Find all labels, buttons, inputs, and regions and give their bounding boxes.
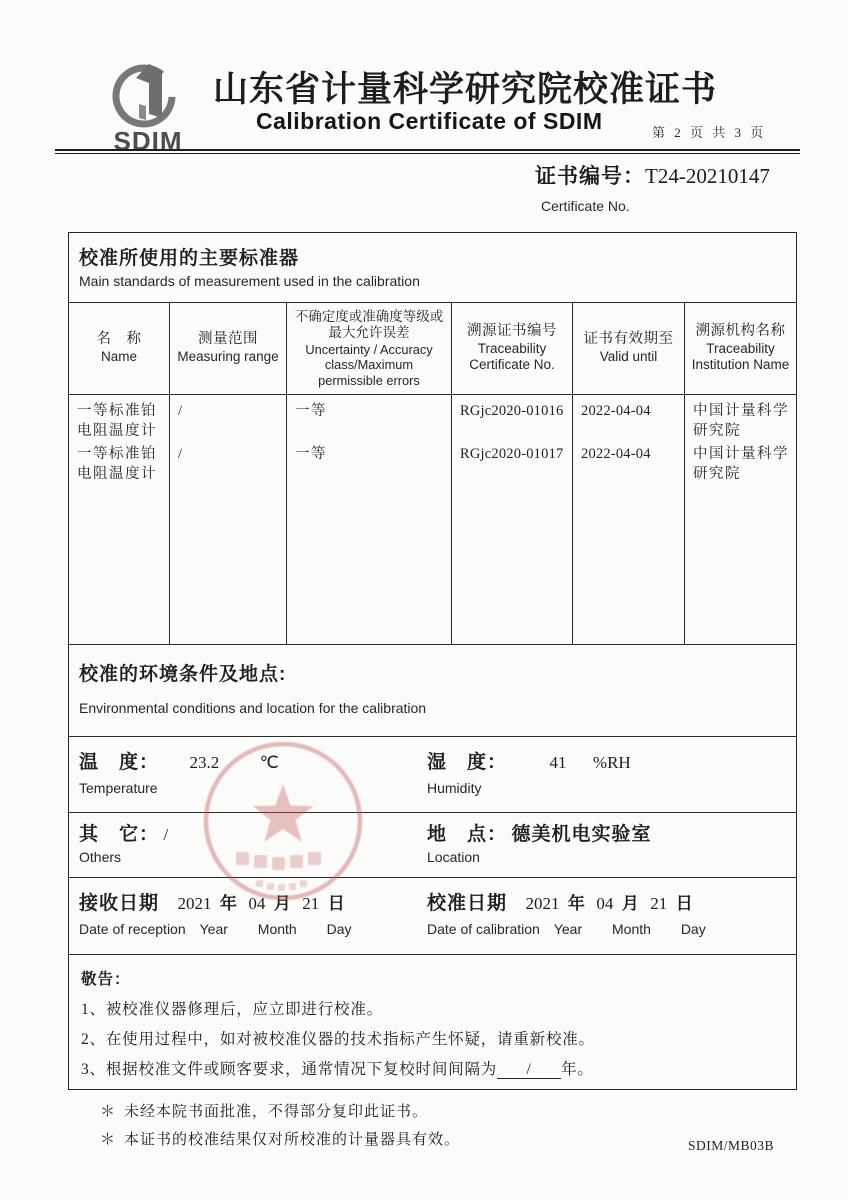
reception-date-label-en	[79, 921, 417, 937]
calibration-date-label-zh: 校准日期	[427, 893, 508, 914]
temperature-value: 23.2	[189, 753, 220, 772]
humidity-field	[417, 737, 798, 812]
body-col-name	[69, 395, 170, 644]
calibration-date-field	[417, 878, 798, 954]
col-header-name-en: Name	[100, 349, 137, 365]
row1-uncertainty: 一等	[295, 403, 327, 419]
col-header-name	[69, 303, 170, 395]
temperature-unit: ℃	[259, 753, 279, 772]
certificate-number-label-zh: 证书编号：	[535, 165, 645, 188]
col-header-institution-en: Traceability Institution Name	[691, 340, 790, 373]
col-header-uncertainty-zh: 不确定度或准确度等级或最大允许误差	[294, 308, 444, 341]
notice-item-3-blank: /	[497, 1062, 561, 1079]
environment-title-en: Environmental conditions and location for the calibration	[79, 700, 427, 716]
notice-title: 敬告：	[81, 971, 131, 988]
col-header-institution	[685, 303, 796, 395]
row2-uncertainty: 一等	[295, 446, 327, 462]
row2-cert-no: RGjc2020-01017	[460, 446, 564, 462]
footer-star-2: ＊	[100, 1132, 117, 1148]
certificate-title-en: Calibration Certificate of SDIM	[256, 108, 603, 134]
col-header-name-zh: 名 称	[96, 331, 142, 348]
col-header-traceability-no-zh: 溯源证书编号	[467, 323, 557, 340]
sdim-logo-icon	[92, 58, 204, 162]
notice-section	[69, 954, 796, 1089]
header-double-rule	[55, 149, 800, 154]
col-header-range-zh: 测量范围	[198, 331, 258, 348]
reception-day-char: 日	[327, 894, 346, 913]
row1-range: /	[178, 403, 183, 419]
others-field	[69, 813, 417, 877]
standards-section-header	[69, 233, 796, 302]
location-label-en: Location	[427, 849, 480, 865]
certificate-number-label-en: Certificate No.	[541, 198, 630, 214]
svg-text:SDIM: SDIM	[113, 126, 183, 156]
footer-star-1: ＊	[100, 1104, 117, 1120]
calibration-day-char: 日	[675, 894, 694, 913]
col-header-uncertainty-en: Uncertainty / Accuracy class/Maximum permissible errors	[305, 341, 433, 388]
humidity-label-zh: 湿 度：	[427, 752, 508, 773]
certificate-number-value: T24-20210147	[645, 164, 770, 188]
col-header-range-en: Measuring range	[177, 349, 279, 365]
row2-institution: 中国计量科学研究院	[693, 446, 789, 482]
standards-title-en: Main standards of measurement used in the calibration	[79, 273, 420, 289]
col-header-traceability-no-en: Traceability Certificate No.	[469, 340, 555, 373]
calibration-year: 2021	[525, 894, 560, 913]
calibration-month: 04	[596, 894, 614, 913]
body-col-uncertainty	[287, 395, 452, 644]
humidity-unit: %RH	[592, 753, 631, 772]
col-header-uncertainty	[287, 303, 452, 395]
form-number: SDIM/MB03B	[688, 1138, 775, 1153]
notice-item-3-suffix: 年。	[561, 1061, 594, 1078]
col-header-valid-until	[573, 303, 685, 395]
certificate-body-box	[68, 232, 797, 1090]
col-header-valid-until-en: Valid until	[599, 349, 658, 365]
location-value: 德美机电实验室	[511, 824, 652, 845]
row1-cert-no: RGjc2020-01016	[460, 403, 564, 419]
reception-date-label-zh: 接收日期	[79, 893, 160, 914]
reception-date-units-en: Year Month Day	[199, 921, 352, 937]
col-header-institution-zh: 溯源机构名称	[695, 323, 786, 340]
environment-title-zh: 校准的环境条件及地点:	[79, 664, 287, 685]
location-label-zh: 地 点：	[427, 824, 508, 845]
calibration-month-char: 月	[621, 894, 640, 913]
reception-year-char: 年	[219, 894, 238, 913]
footer-note-1	[100, 1100, 800, 1121]
notice-item-3	[81, 1057, 796, 1079]
row1-valid-until: 2022-04-04	[581, 403, 651, 419]
others-location-row	[69, 812, 796, 877]
notice-item-1: 1、被校准仪器修理后，应立即进行校准。	[81, 1001, 383, 1018]
reception-day: 21	[302, 894, 320, 913]
calibration-day: 21	[650, 894, 668, 913]
others-value: /	[163, 825, 169, 844]
reception-month-char: 月	[273, 894, 292, 913]
humidity-label-en: Humidity	[427, 780, 482, 796]
col-header-range	[170, 303, 287, 395]
reception-year: 2021	[177, 894, 212, 913]
temperature-humidity-row	[69, 736, 796, 812]
temperature-field	[69, 737, 417, 812]
notice-item-2: 2、在使用过程中，如对被校准仪器的技术指标产生怀疑，请重新校准。	[81, 1031, 595, 1048]
reception-date-field	[69, 878, 417, 954]
temperature-label-en: Temperature	[79, 780, 158, 796]
calibration-year-char: 年	[567, 894, 586, 913]
humidity-value: 41	[549, 753, 567, 772]
calibration-date-label-en-text: Date of calibration	[427, 921, 540, 937]
notice-item-3-prefix: 3、根据校准文件或顾客要求，通常情况下复校时间间隔为	[81, 1061, 498, 1078]
location-field	[417, 813, 798, 877]
row2-valid-until: 2022-04-04	[581, 446, 651, 462]
footer-note-1-text: 未经本院书面批准，不得部分复印此证书。	[124, 1104, 429, 1120]
body-col-range	[170, 395, 287, 644]
dates-row	[69, 877, 796, 954]
calibration-date-units-en: Year Month Day	[553, 921, 706, 937]
others-label-zh: 其 它：	[79, 824, 160, 845]
col-header-traceability-no	[452, 303, 573, 395]
body-col-institution	[685, 395, 796, 644]
row2-name: 一等标准铂电阻温度计	[77, 446, 157, 482]
reception-month: 04	[248, 894, 266, 913]
standards-table	[69, 302, 796, 644]
certificate-number-line	[535, 160, 770, 190]
calibration-date-label-en	[427, 921, 798, 937]
standards-title-zh: 校准所使用的主要标准器	[79, 248, 300, 269]
certificate-title-zh: 山东省计量科学研究院校准证书	[213, 70, 718, 109]
col-header-valid-until-zh: 证书有效期至	[583, 331, 674, 348]
footer-note-2-text: 本证书的校准结果仅对所校准的计量器具有效。	[124, 1132, 461, 1148]
temperature-label-zh: 温 度：	[79, 752, 160, 773]
environment-section-header	[69, 644, 796, 736]
row1-name: 一等标准铂电阻温度计	[77, 403, 157, 439]
page-number-info: 第 2 页 共 3 页	[652, 125, 767, 140]
body-col-valid-until	[573, 395, 685, 644]
reception-date-label-en-text: Date of reception	[79, 921, 186, 937]
body-col-cert-no	[452, 395, 573, 644]
row1-institution: 中国计量科学研究院	[693, 403, 789, 439]
others-label-en: Others	[79, 849, 122, 865]
row2-range: /	[178, 446, 183, 462]
